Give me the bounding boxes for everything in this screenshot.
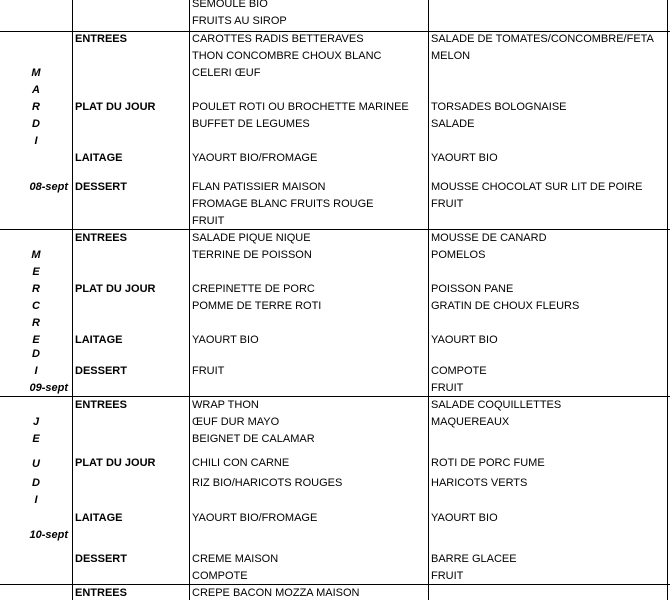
- menu-item: RIZ BIO/HARICOTS ROUGES: [192, 477, 343, 489]
- menu-item: MOUSSE CHOCOLAT SUR LIT DE POIRE: [431, 181, 643, 193]
- day-date: 10-sept: [29, 529, 68, 541]
- category-label: ENTREES: [75, 232, 127, 244]
- day-letter: I: [34, 494, 38, 506]
- menu-item: FRUIT: [192, 215, 225, 227]
- day-letter: E: [32, 266, 40, 278]
- day-letter: A: [32, 84, 40, 96]
- menu-item: YAOURT BIO/FROMAGE: [192, 512, 318, 524]
- menu-item: GRATIN DE CHOUX FLEURS: [431, 300, 580, 312]
- day-letter: E: [32, 433, 40, 445]
- menu-item: POULET ROTI OU BROCHETTE MARINEE: [192, 101, 409, 113]
- menu-item: CREME MAISON: [192, 553, 279, 565]
- day-letter: D: [32, 118, 40, 130]
- category-label: PLAT DU JOUR: [75, 457, 156, 469]
- category-label: DESSERT: [75, 365, 127, 377]
- category-label: DESSERT: [75, 181, 127, 193]
- day-separator: [0, 396, 670, 397]
- column-divider: [189, 0, 190, 600]
- menu-item: CELERI ŒUF: [192, 67, 261, 79]
- menu-item: TERRINE DE POISSON: [192, 249, 312, 261]
- day-letter: I: [34, 135, 38, 147]
- menu-item: BARRE GLACEE: [431, 553, 517, 565]
- day-date: 08-sept: [29, 181, 68, 193]
- menu-item: YAOURT BIO: [431, 152, 498, 164]
- day-letter: M: [31, 67, 41, 79]
- day-separator: [0, 584, 670, 585]
- category-label: LAITAGE: [75, 512, 123, 524]
- menu-item: COMPOTE: [192, 570, 248, 582]
- day-date: 09-sept: [29, 382, 68, 394]
- menu-item: YAOURT BIO: [431, 512, 498, 524]
- menu-item: MOUSSE DE CANARD: [431, 232, 547, 244]
- category-label: PLAT DU JOUR: [75, 101, 156, 113]
- category-label: ENTREES: [75, 33, 127, 45]
- menu-item: WRAP THON: [192, 399, 259, 411]
- day-letter: E: [32, 334, 40, 346]
- menu-item: FLAN PATISSIER MAISON: [192, 181, 326, 193]
- menu-item: MELON: [431, 50, 471, 62]
- menu-item: SALADE: [431, 118, 475, 130]
- day-letter: R: [32, 283, 40, 295]
- category-label: ENTREES: [75, 587, 127, 599]
- day-letter: U: [32, 458, 40, 470]
- menu-item: POISSON PANE: [431, 283, 514, 295]
- menu-item: FRUIT: [431, 570, 464, 582]
- day-letter: I: [34, 365, 38, 377]
- day-separator: [0, 229, 670, 230]
- menu-item: SALADE PIQUE NIQUE: [192, 232, 311, 244]
- category-label: PLAT DU JOUR: [75, 283, 156, 295]
- menu-item: ROTI DE PORC FUME: [431, 457, 545, 469]
- menu-item: POMME DE TERRE ROTI: [192, 300, 322, 312]
- day-letter: C: [32, 300, 40, 312]
- menu-item: BUFFET DE LEGUMES: [192, 118, 310, 130]
- column-divider: [428, 0, 429, 600]
- category-label: ENTREES: [75, 399, 127, 411]
- category-label: LAITAGE: [75, 334, 123, 346]
- menu-item: FRUIT: [431, 198, 464, 210]
- menu-item: MAQUEREAUX: [431, 416, 510, 428]
- menu-item: YAOURT BIO/FROMAGE: [192, 152, 318, 164]
- day-letter: J: [32, 416, 40, 428]
- day-letter: R: [32, 101, 40, 113]
- day-letter: M: [31, 249, 41, 261]
- column-divider: [72, 0, 73, 600]
- column-divider: [667, 0, 668, 600]
- menu-item: SALADE COQUILLETTES: [431, 399, 562, 411]
- menu-item: CAROTTES RADIS BETTERAVES: [192, 33, 364, 45]
- menu-item: SALADE DE TOMATES/CONCOMBRE/FETA: [431, 33, 654, 45]
- menu-item: ŒUF DUR MAYO: [192, 416, 280, 428]
- menu-item: TORSADES BOLOGNAISE: [431, 101, 567, 113]
- menu-item: POMELOS: [431, 249, 486, 261]
- menu-item: COMPOTE: [431, 365, 487, 377]
- menu-item: SEMOULE BIO: [192, 0, 268, 10]
- menu-item: CREPE BACON MOZZA MAISON: [192, 587, 360, 599]
- day-letter: R: [32, 317, 40, 329]
- day-letter: D: [32, 348, 40, 360]
- category-label: DESSERT: [75, 553, 127, 565]
- menu-item: FRUITS AU SIROP: [192, 15, 287, 27]
- menu-item: CREPINETTE DE PORC: [192, 283, 315, 295]
- menu-item: FROMAGE BLANC FRUITS ROUGE: [192, 198, 374, 210]
- day-letter: D: [32, 477, 40, 489]
- menu-item: FRUIT: [192, 365, 225, 377]
- category-label: LAITAGE: [75, 152, 123, 164]
- menu-item: YAOURT BIO: [431, 334, 498, 346]
- menu-item: YAOURT BIO: [192, 334, 259, 346]
- menu-item: HARICOTS VERTS: [431, 477, 528, 489]
- menu-item: BEIGNET DE CALAMAR: [192, 433, 315, 445]
- menu-item: CHILI CON CARNE: [192, 457, 290, 469]
- menu-item: THON CONCOMBRE CHOUX BLANC: [192, 50, 382, 62]
- menu-item: FRUIT: [431, 382, 464, 394]
